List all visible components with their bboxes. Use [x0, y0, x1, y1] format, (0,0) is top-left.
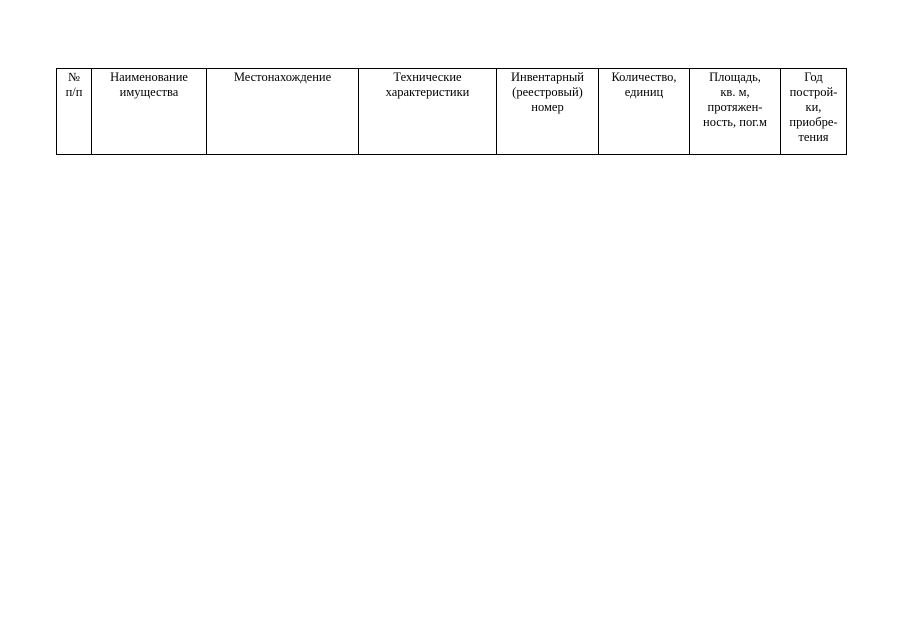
col-inventory-header: Инвентарный (реестровый) номер [497, 69, 599, 155]
col-year-header: Год построй- ки, приобре- тения [781, 69, 847, 155]
col-quantity-header: Количество, единиц [599, 69, 690, 155]
col-location-header: Местонахождение [207, 69, 359, 155]
col-tech-header: Технические характеристики [359, 69, 497, 155]
col-area-header: Площадь, кв. м, протяжен- ность, пог.м [690, 69, 781, 155]
table-header [56, 68, 847, 155]
col-number-header: № п/п [57, 69, 92, 155]
col-name-header: Наименование имущества [92, 69, 207, 155]
